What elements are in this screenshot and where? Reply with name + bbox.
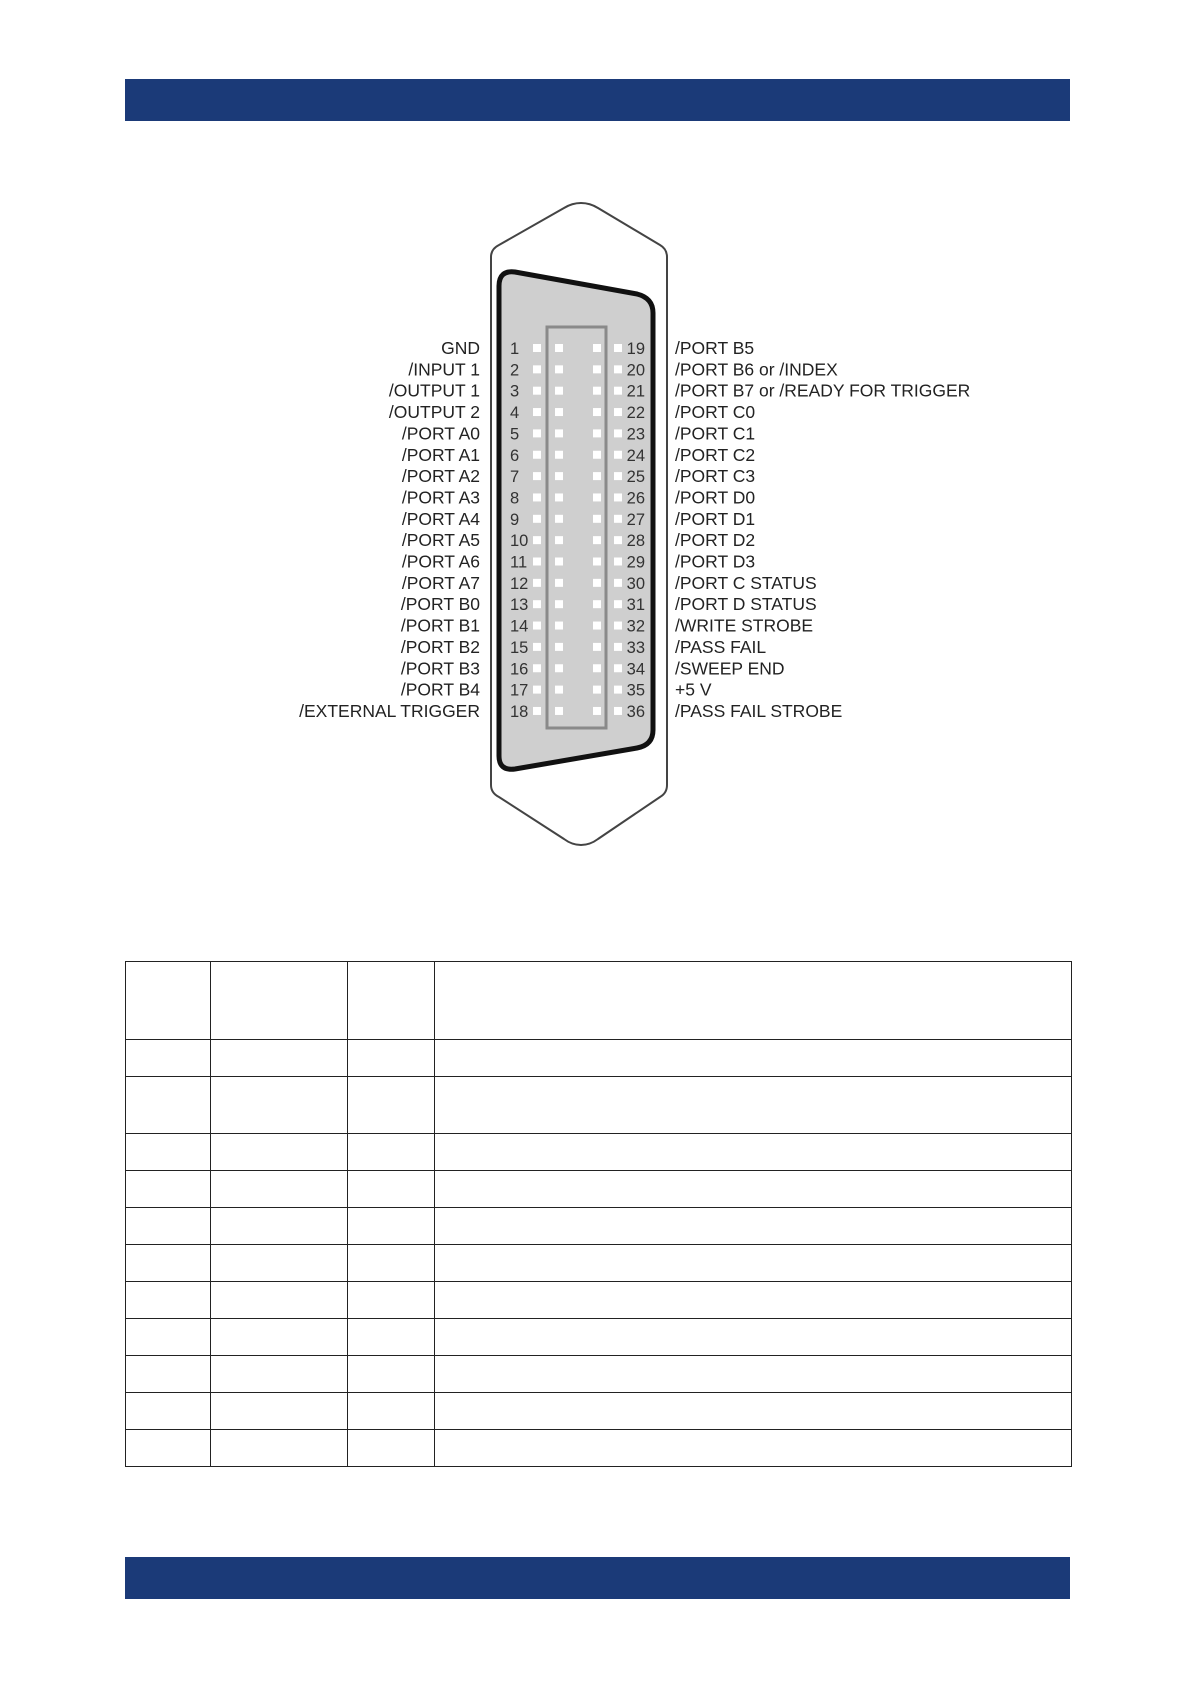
table-cell — [211, 1134, 348, 1171]
pin-label: /PORT D3 — [675, 551, 756, 572]
pin-contact — [555, 707, 563, 715]
pin-number: 13 — [510, 596, 529, 615]
pin-contact — [533, 493, 541, 501]
pin-label: /OUTPUT 1 — [388, 380, 480, 401]
pin-number: 17 — [510, 681, 529, 700]
table-cell — [126, 1393, 211, 1430]
pin-contact — [533, 536, 541, 544]
pin-number: 11 — [510, 553, 528, 572]
pin-contact — [614, 515, 622, 523]
table-cell — [211, 1393, 348, 1430]
table-cell — [348, 1319, 435, 1356]
pin-contact — [614, 664, 622, 672]
pin-number: 30 — [626, 574, 645, 593]
table-cell — [435, 1077, 1072, 1134]
pin-label: /PORT A2 — [401, 466, 480, 487]
pin-contact — [593, 536, 601, 544]
pin-contact — [533, 451, 541, 459]
pin-label: /PORT C0 — [675, 402, 756, 423]
table-cell — [435, 1356, 1072, 1393]
pin-label: /PASS FAIL — [675, 636, 767, 657]
pin-number: 32 — [626, 617, 645, 636]
pin-contact — [593, 707, 601, 715]
pin-contact — [593, 387, 601, 395]
pin-contact — [614, 387, 622, 395]
pin-label: /PORT B3 — [400, 658, 480, 679]
table-cell — [435, 1171, 1072, 1208]
pin-number: 9 — [510, 510, 520, 529]
table-row — [126, 1282, 1072, 1319]
table-cell — [126, 1208, 211, 1245]
pin-number: 6 — [510, 446, 520, 465]
table-row — [126, 1208, 1072, 1245]
pin-number: 31 — [626, 596, 645, 615]
pin-contact — [533, 408, 541, 416]
pin-contact — [555, 558, 563, 566]
pin-label: /PORT A3 — [401, 487, 480, 508]
pin-contact — [555, 387, 563, 395]
pin-contact — [555, 536, 563, 544]
table-cell — [435, 1393, 1072, 1430]
pin-contact — [533, 472, 541, 480]
pin-number: 23 — [626, 425, 645, 444]
pin-label: /PASS FAIL STROBE — [675, 700, 843, 721]
pin-number: 36 — [626, 702, 645, 721]
table-cell — [435, 1134, 1072, 1171]
pin-contact — [533, 579, 541, 587]
table-cell — [435, 1208, 1072, 1245]
pin-contact — [614, 451, 622, 459]
table-cell — [126, 1077, 211, 1134]
pin-contact — [533, 707, 541, 715]
pin-number: 16 — [510, 660, 529, 679]
pin-label: /PORT A7 — [401, 572, 480, 593]
table-cell — [348, 1282, 435, 1319]
pin-number: 12 — [510, 574, 529, 593]
pin-contact — [593, 429, 601, 437]
pin-number: 29 — [626, 553, 645, 572]
pin-contact — [614, 344, 622, 352]
pin-contact — [614, 579, 622, 587]
pin-label: /PORT A4 — [401, 508, 480, 529]
table-cell — [126, 1040, 211, 1077]
pin-contact — [533, 515, 541, 523]
table-cell — [126, 1319, 211, 1356]
pin-number: 21 — [626, 382, 645, 401]
pin-contact — [593, 515, 601, 523]
pin-label: /PORT D1 — [675, 508, 756, 529]
table-cell — [348, 1430, 435, 1467]
pin-contact — [614, 365, 622, 373]
pin-number: 34 — [626, 660, 645, 679]
pin-number: 14 — [510, 617, 529, 636]
pin-contact — [533, 664, 541, 672]
pin-contact — [533, 429, 541, 437]
pin-contact — [555, 493, 563, 501]
pin-contact — [533, 622, 541, 630]
pin-label: /PORT A6 — [401, 551, 480, 572]
pin-contact — [555, 472, 563, 480]
pin-number: 25 — [626, 468, 645, 487]
pin-label: /PORT D0 — [675, 487, 756, 508]
table-cell — [435, 1319, 1072, 1356]
pin-label: /PORT B1 — [400, 615, 480, 636]
table-cell — [126, 1356, 211, 1393]
pin-contact — [614, 536, 622, 544]
pin-contact — [533, 387, 541, 395]
pin-contact — [593, 643, 601, 651]
pin-contact — [614, 493, 622, 501]
table-cell — [348, 1134, 435, 1171]
pin-contact — [555, 643, 563, 651]
pin-contact — [593, 451, 601, 459]
pin-contact — [555, 515, 563, 523]
pin-contact — [555, 451, 563, 459]
pin-label: /PORT B6 or /INDEX — [675, 359, 838, 380]
pin-label: /PORT C3 — [675, 466, 756, 487]
pin-contact — [533, 686, 541, 694]
pin-number: 2 — [510, 361, 520, 380]
table-cell — [435, 962, 1072, 1040]
table-cell — [126, 1245, 211, 1282]
pin-label: /PORT A0 — [401, 423, 480, 444]
pin-label: /PORT B5 — [675, 338, 755, 358]
pin-label: /WRITE STROBE — [675, 615, 814, 636]
pin-assignment-table — [125, 961, 1072, 1467]
table-row — [126, 1134, 1072, 1171]
pin-label: /INPUT 1 — [408, 359, 480, 380]
table-row — [126, 1393, 1072, 1430]
pin-contact — [593, 558, 601, 566]
table-cell — [211, 1282, 348, 1319]
pin-label: /PORT C STATUS — [675, 572, 817, 593]
table-cell — [348, 962, 435, 1040]
table-row — [126, 1319, 1072, 1356]
pin-number: 20 — [626, 361, 645, 380]
pin-contact — [593, 344, 601, 352]
pin-label: /PORT D STATUS — [675, 594, 817, 615]
pin-contact — [593, 686, 601, 694]
table-cell — [435, 1282, 1072, 1319]
pin-number: 27 — [626, 510, 645, 529]
pin-contact — [555, 344, 563, 352]
table-row — [126, 1171, 1072, 1208]
table-row — [126, 1430, 1072, 1467]
table-cell — [211, 1319, 348, 1356]
pin-label: /PORT B4 — [400, 679, 480, 700]
table-cell — [435, 1430, 1072, 1467]
table-cell — [126, 962, 211, 1040]
table-row — [126, 1040, 1072, 1077]
pin-number: 5 — [510, 425, 520, 444]
pin-label: /PORT B2 — [400, 636, 480, 657]
table-cell — [211, 1208, 348, 1245]
pin-contact — [614, 686, 622, 694]
table-cell — [348, 1245, 435, 1282]
table-cell — [348, 1077, 435, 1134]
pin-label: /PORT C1 — [675, 423, 756, 444]
table-cell — [348, 1171, 435, 1208]
table-cell — [435, 1040, 1072, 1077]
pin-contact — [533, 600, 541, 608]
table-header-row — [126, 962, 1072, 1040]
pin-number: 4 — [510, 404, 520, 423]
pin-contact — [593, 365, 601, 373]
footer-band — [125, 1557, 1070, 1599]
pin-number: 28 — [626, 532, 645, 551]
pin-label: GND — [441, 338, 480, 358]
pin-contact — [593, 408, 601, 416]
pin-contact — [555, 579, 563, 587]
pin-label: /SWEEP END — [675, 658, 785, 679]
pin-contact — [614, 600, 622, 608]
pin-contact — [614, 408, 622, 416]
pin-number: 18 — [510, 702, 529, 721]
pin-number: 24 — [626, 446, 645, 465]
pin-contact — [533, 643, 541, 651]
pin-label: /PORT B7 or /READY FOR TRIGGER — [675, 380, 971, 401]
pin-number: 8 — [510, 489, 520, 508]
pin-contact — [555, 686, 563, 694]
table-cell — [211, 1077, 348, 1134]
pin-contact — [614, 472, 622, 480]
pin-number: 10 — [510, 532, 529, 551]
pin-contact — [555, 664, 563, 672]
pin-contact — [555, 429, 563, 437]
table-cell — [348, 1356, 435, 1393]
table-cell — [126, 1171, 211, 1208]
table-row — [126, 1356, 1072, 1393]
table-cell — [211, 1430, 348, 1467]
pin-contact — [614, 429, 622, 437]
table-cell — [211, 962, 348, 1040]
pin-number: 15 — [510, 638, 529, 657]
pin-number: 22 — [626, 404, 645, 423]
pin-contact — [593, 472, 601, 480]
pin-contact — [593, 600, 601, 608]
table-cell — [126, 1430, 211, 1467]
pin-number: 35 — [626, 681, 645, 700]
pin-label: +5 V — [675, 679, 712, 700]
pin-contact — [533, 365, 541, 373]
pin-contact — [614, 707, 622, 715]
pin-label: /PORT A1 — [401, 444, 480, 465]
table-cell — [435, 1245, 1072, 1282]
table-cell — [348, 1040, 435, 1077]
pin-contact — [593, 493, 601, 501]
pin-contact — [555, 408, 563, 416]
pin-contact — [593, 664, 601, 672]
pin-contact — [614, 622, 622, 630]
table-cell — [211, 1040, 348, 1077]
pin-contact — [614, 558, 622, 566]
table-cell — [211, 1171, 348, 1208]
pin-contact — [593, 622, 601, 630]
table-row — [126, 1077, 1072, 1134]
pin-contact — [533, 344, 541, 352]
pin-label: /PORT A5 — [401, 530, 480, 551]
table-cell — [348, 1393, 435, 1430]
pin-contact — [555, 622, 563, 630]
pin-contact — [555, 600, 563, 608]
pin-number: 19 — [626, 340, 645, 358]
pin-label: /PORT C2 — [675, 444, 756, 465]
pin-number: 7 — [510, 468, 520, 487]
pin-number: 1 — [510, 340, 520, 358]
pin-contact — [555, 365, 563, 373]
pin-label: /EXTERNAL TRIGGER — [299, 700, 480, 721]
pin-number: 33 — [626, 638, 645, 657]
pin-label: /OUTPUT 2 — [388, 402, 480, 423]
table-cell — [126, 1282, 211, 1319]
pin-number: 3 — [510, 382, 520, 401]
table-row — [126, 1245, 1072, 1282]
pin-contact — [593, 579, 601, 587]
pin-number: 26 — [626, 489, 645, 508]
pin-label: /PORT B0 — [400, 594, 480, 615]
table-cell — [348, 1208, 435, 1245]
pin-contact — [533, 558, 541, 566]
table-cell — [211, 1356, 348, 1393]
table-cell — [211, 1245, 348, 1282]
pin-contact — [614, 643, 622, 651]
table-cell — [126, 1134, 211, 1171]
pin-label: /PORT D2 — [675, 530, 756, 551]
